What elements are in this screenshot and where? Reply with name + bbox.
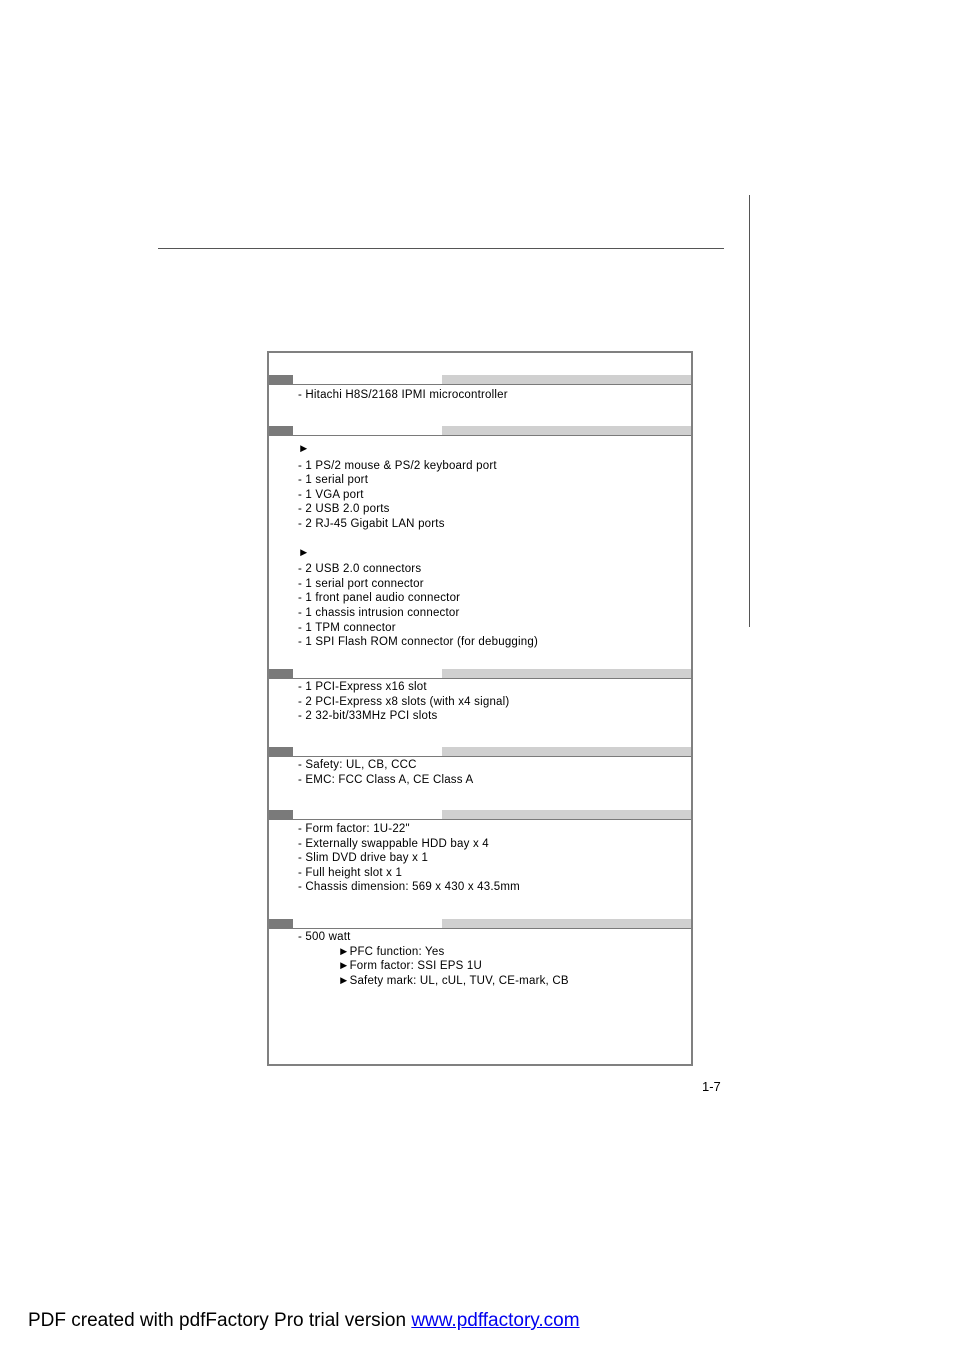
list-item: ►PFC function: Yes (338, 945, 445, 958)
chassis-list (269, 822, 691, 895)
list-item: - 1 serial port connector (298, 577, 424, 590)
list-item: - 2 PCI-Express x8 slots (with x4 signal) (298, 695, 510, 708)
list-item: - 2 USB 2.0 connectors (298, 563, 422, 576)
list-item: - 2 RJ-45 Gigabit LAN ports (298, 517, 445, 530)
list-item: - 500 watt (298, 931, 351, 943)
io-list (269, 442, 691, 650)
list-item: - Chassis dimension: 569 x 430 x 43.5mm (298, 881, 520, 894)
compliance-list (269, 758, 691, 787)
list-item: - Full height slot x 1 (298, 866, 403, 879)
section-power (269, 918, 691, 986)
power-list (269, 930, 691, 988)
side-rule (749, 195, 750, 627)
list-item: - 1 PCI-Express x16 slot (298, 681, 427, 693)
list-item: ►Safety mark: UL, cUL, TUV, CE-mark, CB (338, 974, 569, 987)
header-rule (158, 248, 724, 249)
section-chassis (269, 809, 691, 892)
section-header (269, 374, 691, 384)
list-item: - EMC: FCC Class A, CE Class A (298, 773, 474, 786)
bmc-list (269, 388, 691, 403)
section-bmc (269, 374, 691, 399)
arrow-marker: ► (298, 443, 310, 455)
list-item: - Externally swappable HDD bay x 4 (298, 837, 489, 850)
list-item: - 1 TPM connector (298, 621, 396, 634)
list-item: - Safety: UL, CB, CCC (298, 759, 417, 771)
list-item: - 2 32-bit/33MHz PCI slots (298, 710, 438, 723)
list-item: - 2 USB 2.0 ports (298, 503, 390, 516)
footer-link[interactable]: www.pdffactory.com (411, 1310, 580, 1331)
section-io (269, 425, 691, 649)
list-item: - 1 front panel audio connector (298, 592, 461, 605)
spec-table (267, 351, 693, 1066)
list-item: - Hitachi H8S/2168 IPMI microcontroller (298, 389, 508, 401)
list-item: - 1 SPI Flash ROM connector (for debugging) (298, 636, 538, 649)
footer-text: PDF created with pdfFactory Pro trial version (28, 1310, 412, 1331)
arrow-marker: ► (298, 546, 310, 559)
list-item: - Form factor: 1U-22" (298, 823, 410, 835)
list-item: ►Form factor: SSI EPS 1U (338, 960, 482, 973)
section-compliance (269, 746, 691, 785)
list-item: - 1 PS/2 mouse & PS/2 keyboard port (298, 459, 497, 472)
section-slots (269, 668, 691, 722)
section-header (269, 746, 691, 756)
pdf-footer (28, 1310, 580, 1332)
section-header (269, 425, 691, 435)
section-header (269, 668, 691, 678)
list-item: - Slim DVD drive bay x 1 (298, 852, 429, 865)
section-header (269, 918, 691, 928)
section-header (269, 809, 691, 819)
list-item: - 1 serial port (298, 474, 369, 487)
page-number: 1-7 (702, 1079, 721, 1094)
list-item: - 1 VGA port (298, 488, 364, 501)
list-item: - 1 chassis intrusion connector (298, 606, 460, 619)
slots-list (269, 680, 691, 724)
